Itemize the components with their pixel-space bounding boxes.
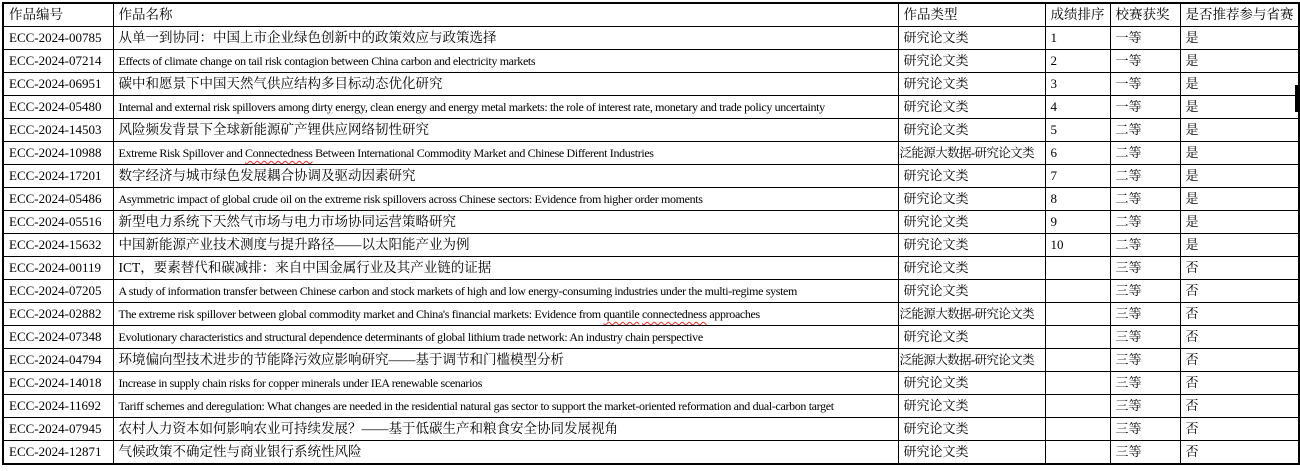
cell-rank[interactable] — [1045, 303, 1110, 326]
cell-id[interactable]: ECC-2024-07214 — [3, 50, 113, 73]
cell-recommend[interactable]: 否 — [1180, 326, 1299, 349]
cell-type[interactable]: 泛能源大数据-研究论文类 — [898, 303, 1045, 326]
cell-rank[interactable] — [1045, 349, 1110, 372]
cell-id[interactable]: ECC-2024-12871 — [3, 441, 113, 465]
cell-id[interactable]: ECC-2024-05486 — [3, 188, 113, 211]
cell-rank[interactable] — [1045, 257, 1110, 280]
cell-id[interactable]: ECC-2024-02882 — [3, 303, 113, 326]
cell-recommend[interactable]: 是 — [1180, 142, 1299, 165]
cell-recommend[interactable]: 是 — [1180, 27, 1299, 50]
cell-title[interactable]: Extreme Risk Spillover and Connectedness Between International Commodity Market and Chinese Different Industries — [113, 142, 898, 165]
cell-award[interactable]: 一等 — [1110, 96, 1180, 119]
cell-type[interactable]: 研究论文类 — [898, 234, 1045, 257]
cell-recommend[interactable]: 是 — [1180, 234, 1299, 257]
table-row — [3, 165, 1299, 188]
cell-id[interactable]: ECC-2024-05480 — [3, 96, 113, 119]
cell-title[interactable]: ICT，要素替代和碳减排：来自中国金属行业及其产业链的证据 — [113, 257, 898, 280]
cell-recommend[interactable]: 是 — [1180, 50, 1299, 73]
cell-rank[interactable]: 8 — [1045, 188, 1110, 211]
spellcheck-underline: connectedness — [641, 307, 707, 321]
cell-type[interactable]: 研究论文类 — [898, 50, 1045, 73]
cell-id[interactable]: ECC-2024-07945 — [3, 418, 113, 441]
cell-title[interactable]: Tariff schemes and deregulation: What changes are needed in the residential natural gas sector to support the market-oriented reformation and dual-carbon target — [113, 395, 898, 418]
cell-type[interactable]: 研究论文类 — [898, 27, 1045, 50]
table-row — [3, 395, 1299, 418]
cell-award[interactable]: 一等 — [1110, 27, 1180, 50]
cell-recommend[interactable]: 否 — [1180, 303, 1299, 326]
cell-id[interactable]: ECC-2024-11692 — [3, 395, 113, 418]
table-row — [3, 303, 1299, 326]
table-row — [3, 257, 1299, 280]
cell-id[interactable]: ECC-2024-05516 — [3, 211, 113, 234]
cell-award[interactable]: 三等 — [1110, 395, 1180, 418]
cell-title[interactable]: 风险频发背景下全球新能源矿产锂供应网络韧性研究 — [113, 119, 898, 142]
cell-id[interactable]: ECC-2024-14503 — [3, 119, 113, 142]
column-header-title[interactable]: 作品名称 — [113, 3, 898, 27]
column-header-award[interactable]: 校赛获奖 — [1110, 3, 1180, 27]
cell-title[interactable]: 新型电力系统下天然气市场与电力市场协同运营策略研究 — [113, 211, 898, 234]
table-row — [3, 119, 1299, 142]
cell-rank[interactable]: 5 — [1045, 119, 1110, 142]
cell-award[interactable]: 二等 — [1110, 188, 1180, 211]
cell-title[interactable]: 环境偏向型技术进步的节能降污效应影响研究——基于调节和门槛模型分析 — [113, 349, 898, 372]
cell-title[interactable]: Increase in supply chain risks for copper minerals under IEA renewable scenarios — [113, 372, 898, 395]
cell-award[interactable]: 二等 — [1110, 211, 1180, 234]
cell-type[interactable]: 研究论文类 — [898, 119, 1045, 142]
table-row — [3, 73, 1299, 96]
cell-id[interactable]: ECC-2024-14018 — [3, 372, 113, 395]
cell-title[interactable]: 中国新能源产业技术测度与提升路径——以太阳能产业为例 — [113, 234, 898, 257]
cell-id[interactable]: ECC-2024-15632 — [3, 234, 113, 257]
cell-rank[interactable] — [1045, 280, 1110, 303]
cell-recommend[interactable]: 否 — [1180, 395, 1299, 418]
cell-type[interactable]: 研究论文类 — [898, 73, 1045, 96]
cell-recommend[interactable]: 否 — [1180, 441, 1299, 465]
cell-award[interactable]: 三等 — [1110, 349, 1180, 372]
table-row — [3, 418, 1299, 441]
cell-recommend[interactable]: 是 — [1180, 73, 1299, 96]
cell-rank[interactable] — [1045, 441, 1110, 465]
table-row — [3, 96, 1299, 119]
cell-rank[interactable]: 9 — [1045, 211, 1110, 234]
cell-type[interactable]: 研究论文类 — [898, 372, 1045, 395]
cell-rank[interactable] — [1045, 326, 1110, 349]
spellcheck-underline: Connectedness — [245, 146, 313, 160]
cell-recommend[interactable]: 否 — [1180, 418, 1299, 441]
cell-rank[interactable] — [1045, 372, 1110, 395]
cell-award[interactable]: 三等 — [1110, 372, 1180, 395]
cell-id[interactable]: ECC-2024-10988 — [3, 142, 113, 165]
table-row — [3, 211, 1299, 234]
cell-award[interactable]: 二等 — [1110, 234, 1180, 257]
cell-id[interactable]: ECC-2024-07205 — [3, 280, 113, 303]
cell-rank[interactable]: 3 — [1045, 73, 1110, 96]
cell-type[interactable]: 研究论文类 — [898, 395, 1045, 418]
cell-rank[interactable]: 10 — [1045, 234, 1110, 257]
cell-recommend[interactable]: 否 — [1180, 257, 1299, 280]
cell-type[interactable]: 研究论文类 — [898, 188, 1045, 211]
table-row — [3, 349, 1299, 372]
header-row — [3, 3, 1299, 27]
cell-type[interactable]: 研究论文类 — [898, 326, 1045, 349]
cell-type[interactable]: 研究论文类 — [898, 257, 1045, 280]
cell-id[interactable]: ECC-2024-00785 — [3, 27, 113, 50]
table-row — [3, 280, 1299, 303]
cell-title[interactable]: 从单一到协同：中国上市企业绿色创新中的政策效应与政策选择 — [113, 27, 898, 50]
cell-award[interactable]: 三等 — [1110, 441, 1180, 465]
table-row — [3, 50, 1299, 73]
cell-recommend[interactable]: 是 — [1180, 119, 1299, 142]
table-row — [3, 188, 1299, 211]
cell-rank[interactable]: 2 — [1045, 50, 1110, 73]
cell-award[interactable]: 二等 — [1110, 119, 1180, 142]
table-row — [3, 142, 1299, 165]
cell-rank[interactable] — [1045, 395, 1110, 418]
cell-award[interactable]: 三等 — [1110, 326, 1180, 349]
cell-type[interactable]: 研究论文类 — [898, 96, 1045, 119]
cell-recommend[interactable]: 是 — [1180, 188, 1299, 211]
cell-title[interactable]: 农村人力资本如何影响农业可持续发展？——基于低碳生产和粮食安全协同发展视角 — [113, 418, 898, 441]
cell-type[interactable]: 研究论文类 — [898, 280, 1045, 303]
table-row — [3, 441, 1299, 465]
cell-title[interactable]: Effects of climate change on tail risk contagion between China carbon and electricity markets — [113, 50, 898, 73]
cell-award[interactable]: 三等 — [1110, 280, 1180, 303]
cell-rank[interactable]: 4 — [1045, 96, 1110, 119]
cell-rank[interactable]: 6 — [1045, 142, 1110, 165]
column-header-type[interactable]: 作品类型 — [898, 3, 1045, 27]
awards-table — [2, 2, 1300, 465]
cell-id[interactable]: ECC-2024-07348 — [3, 326, 113, 349]
cell-award[interactable]: 三等 — [1110, 303, 1180, 326]
cell-type[interactable]: 泛能源大数据-研究论文类 — [898, 349, 1045, 372]
cell-award[interactable]: 三等 — [1110, 418, 1180, 441]
cell-recommend[interactable]: 是 — [1180, 96, 1299, 119]
cell-title[interactable]: 气候政策不确定性与商业银行系统性风险 — [113, 441, 898, 465]
cell-id[interactable]: ECC-2024-06951 — [3, 73, 113, 96]
cell-title[interactable]: Asymmetric impact of global crude oil on the extreme risk spillovers across Chinese sectors: Evidence from higher order moments — [113, 188, 898, 211]
cell-type[interactable]: 泛能源大数据-研究论文类 — [898, 142, 1045, 165]
cell-award[interactable]: 二等 — [1110, 165, 1180, 188]
cell-recommend[interactable]: 否 — [1180, 372, 1299, 395]
cell-type[interactable]: 研究论文类 — [898, 211, 1045, 234]
cell-award[interactable]: 二等 — [1110, 142, 1180, 165]
cell-id[interactable]: ECC-2024-17201 — [3, 165, 113, 188]
cell-rank[interactable]: 1 — [1045, 27, 1110, 50]
cell-type[interactable]: 研究论文类 — [898, 165, 1045, 188]
cell-award[interactable]: 三等 — [1110, 257, 1180, 280]
cell-recommend[interactable]: 否 — [1180, 349, 1299, 372]
table-row — [3, 326, 1299, 349]
cell-title[interactable]: The extreme risk spillover between global commodity market and China's financial markets: Evidence from quantile connectedness approaches — [113, 303, 898, 326]
cell-award[interactable]: 一等 — [1110, 73, 1180, 96]
cell-type[interactable]: 研究论文类 — [898, 418, 1045, 441]
cell-id[interactable]: ECC-2024-04794 — [3, 349, 113, 372]
cell-title[interactable]: A study of information transfer between Chinese carbon and stock markets of high and low energy-consuming industries under the multi-regime system — [113, 280, 898, 303]
cell-recommend[interactable]: 否 — [1180, 280, 1299, 303]
cell-rank[interactable] — [1045, 418, 1110, 441]
table-row — [3, 27, 1299, 50]
cell-award[interactable]: 一等 — [1110, 50, 1180, 73]
column-header-rank[interactable]: 成绩排序 — [1045, 3, 1110, 27]
table-row — [3, 372, 1299, 395]
cell-id[interactable]: ECC-2024-00119 — [3, 257, 113, 280]
table-row — [3, 234, 1299, 257]
spellcheck-underline: quantile — [603, 307, 640, 321]
cell-recommend[interactable]: 是 — [1180, 211, 1299, 234]
cell-title[interactable]: Internal and external risk spillovers among dirty energy, clean energy and energy metal markets: the role of interest rate, monetary and trade policy uncertainty — [113, 96, 898, 119]
cell-title[interactable]: 数字经济与城市绿色发展耦合协调及驱动因素研究 — [113, 165, 898, 188]
column-header-id[interactable]: 作品编号 — [3, 3, 113, 27]
cell-title[interactable]: Evolutionary characteristics and structural dependence determinants of global lithium trade network: An industry chain perspective — [113, 326, 898, 349]
cell-rank[interactable]: 7 — [1045, 165, 1110, 188]
scrollbar-thumb[interactable] — [1295, 85, 1300, 112]
table-body — [3, 27, 1299, 465]
cell-recommend[interactable]: 是 — [1180, 165, 1299, 188]
cell-type[interactable]: 研究论文类 — [898, 441, 1045, 465]
column-header-recommend[interactable]: 是否推荐参与省赛 — [1180, 3, 1299, 27]
cell-title[interactable]: 碳中和愿景下中国天然气供应结构多目标动态优化研究 — [113, 73, 898, 96]
